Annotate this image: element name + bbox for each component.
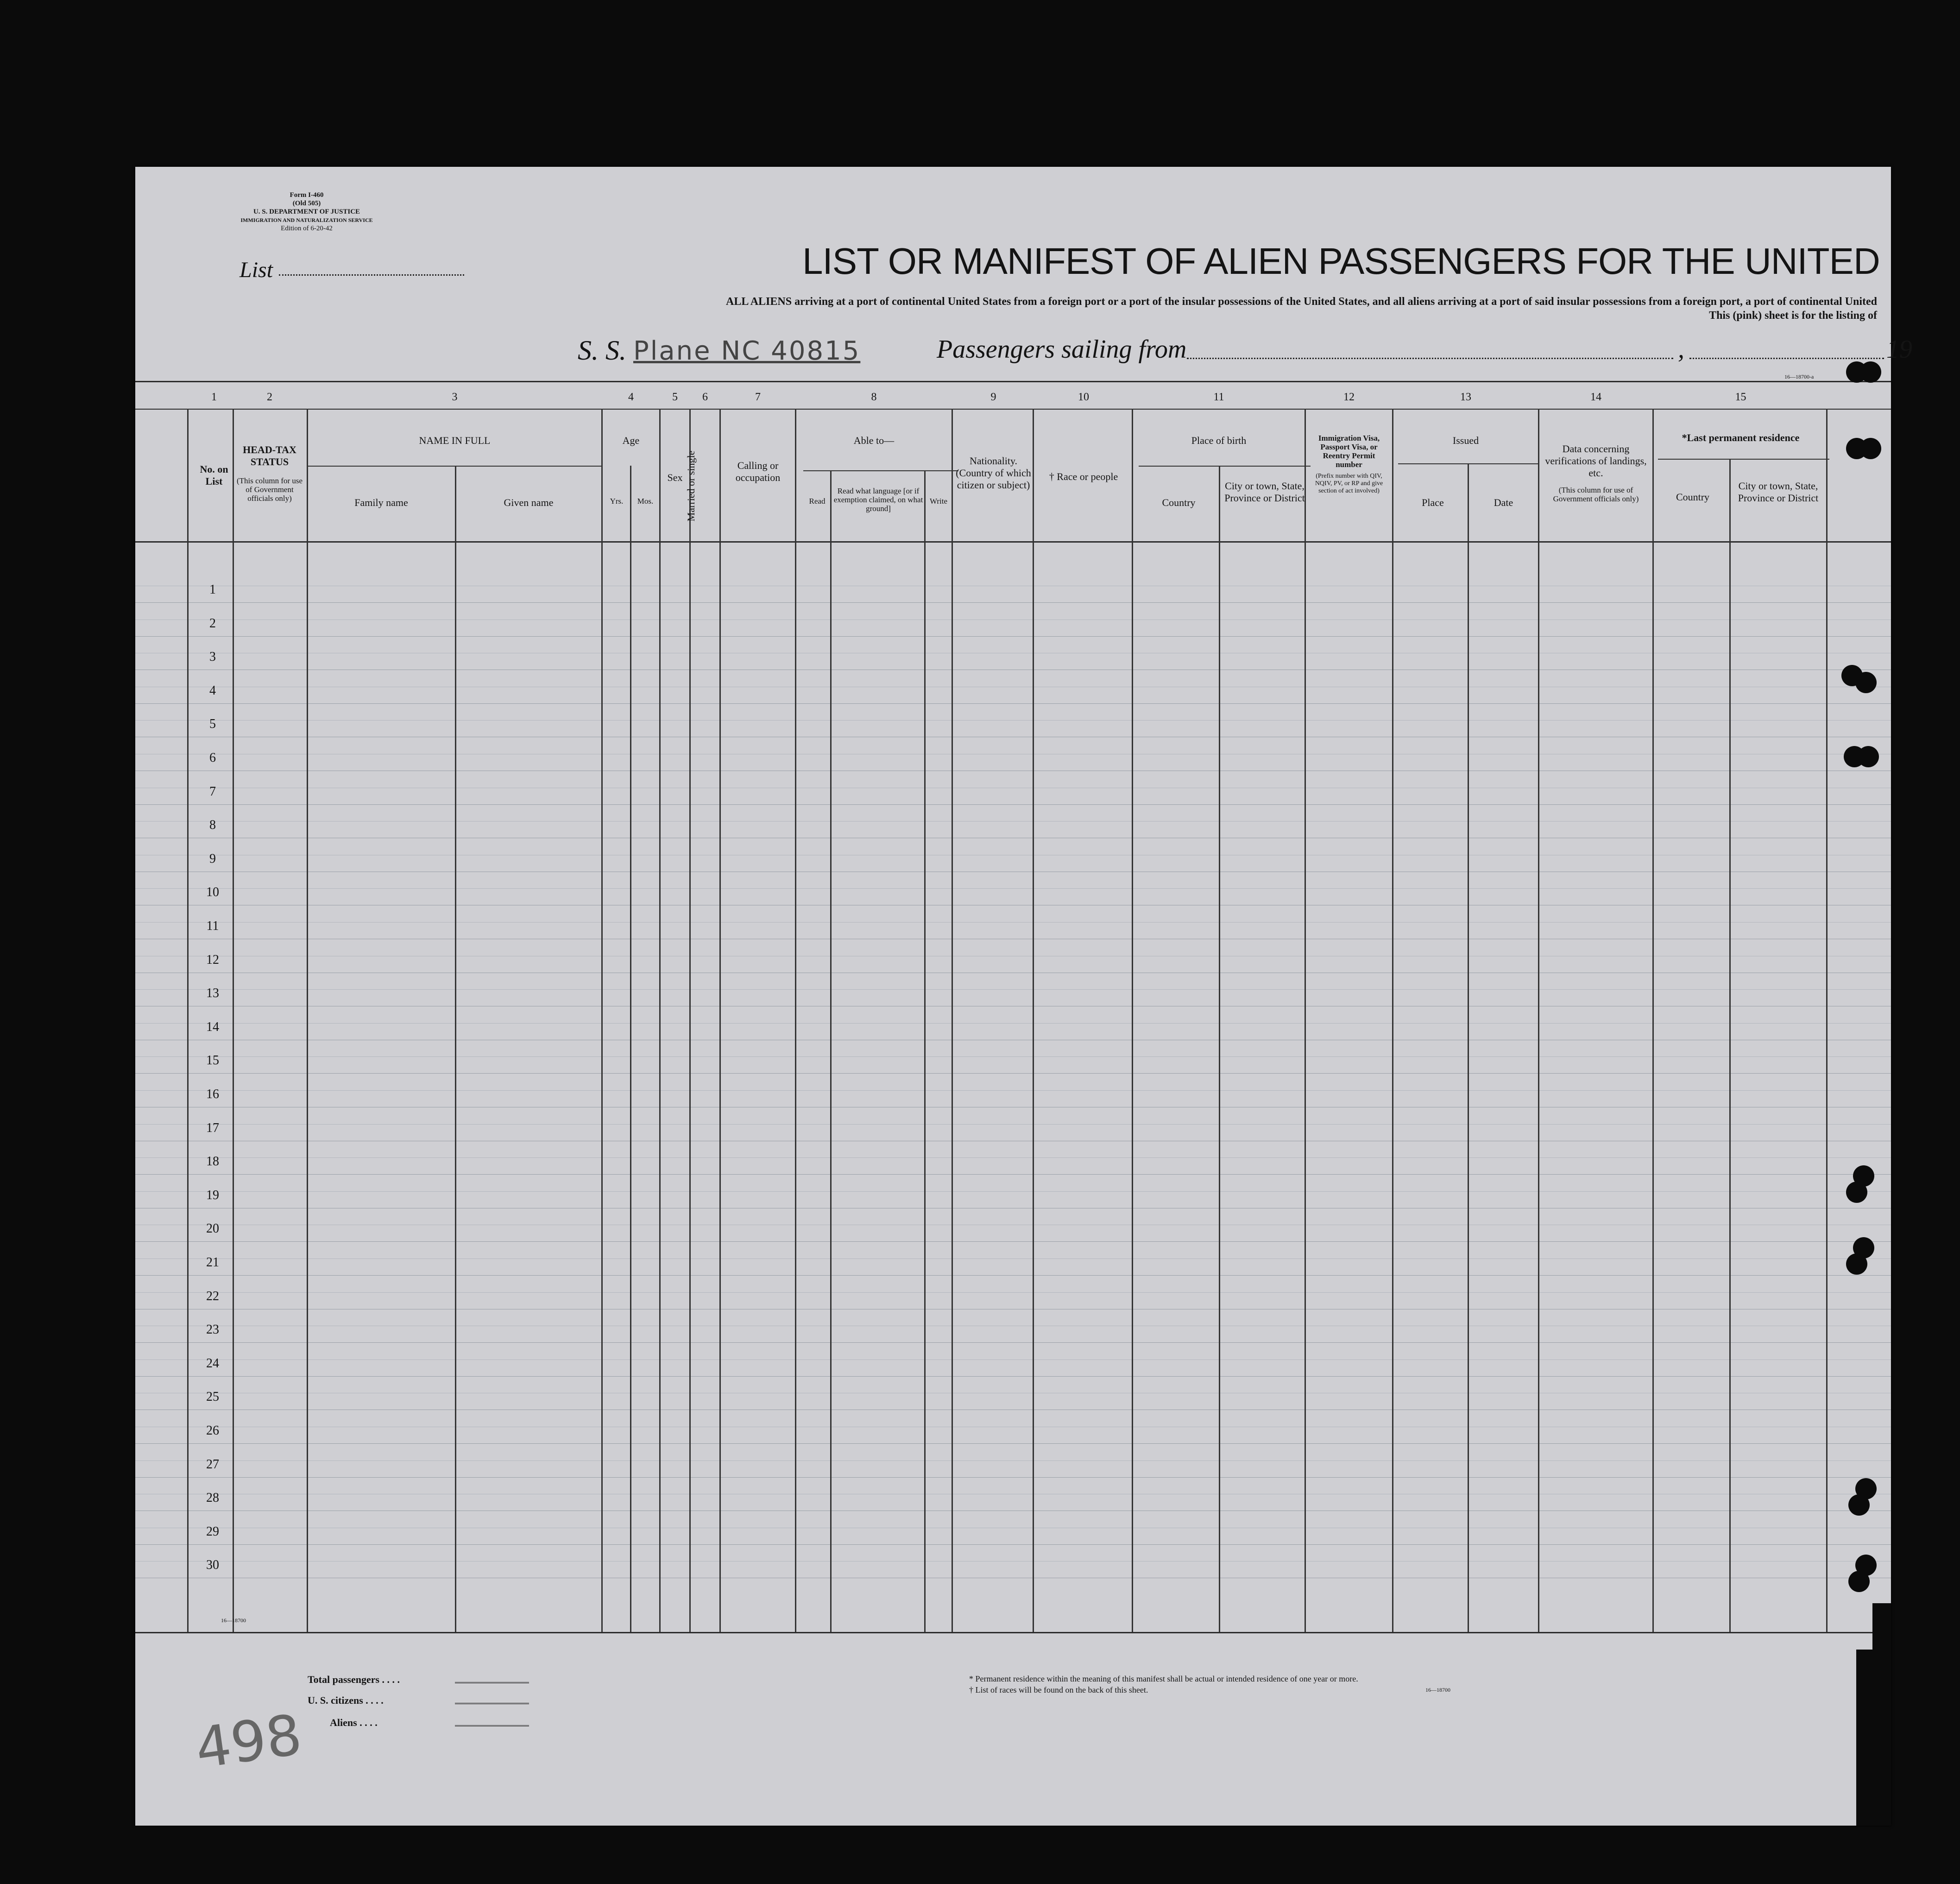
row-number: 19 [206, 1188, 219, 1202]
punch-hole [1846, 1182, 1867, 1203]
col-number-3: 3 [452, 391, 458, 403]
col-number-4: 4 [628, 391, 634, 403]
row-number: 26 [206, 1423, 219, 1438]
page-subtitle: ALL ALIENS arriving at a port of continental United States from a foreign port or a port of the insular possessions of the United States, and all aliens arriving at a port of said insular possessions from a foreign port, a port of continental United [726, 296, 1877, 308]
col-number-1: 1 [211, 391, 217, 403]
column-divider [1219, 466, 1220, 1632]
column-divider [1538, 409, 1539, 1632]
punch-hole [1858, 746, 1879, 767]
hdr-place-of-birth: Place of birth [1191, 435, 1247, 446]
column-number-border [135, 409, 1891, 410]
service-name: IMMIGRATION AND NATURALIZATION SERVICE [240, 217, 373, 223]
name-subheader-rule [308, 466, 601, 467]
hdr-birth-country: Country [1162, 497, 1196, 508]
punch-hole [1860, 361, 1881, 383]
punch-hole [1855, 672, 1877, 693]
footnote-residence: * Permanent residence within the meaning of this manifest shall be actual or intended residence of one year or more. [969, 1674, 1358, 1683]
row-number: 12 [206, 952, 219, 967]
column-divider [795, 409, 796, 1632]
hdr-data-concerning: Data concerning verifications of landings, etc. [1545, 443, 1647, 479]
sailing-date-field[interactable] [1689, 358, 1884, 359]
hdr-birth-city: City or town, State, Province or District [1224, 480, 1305, 504]
hdr-family-name: Family name [354, 497, 408, 508]
hdr-data-note: (This column for use of Government officials only) [1553, 486, 1639, 503]
row-rule [135, 1241, 1891, 1242]
col-number-2: 2 [267, 391, 272, 403]
row-rule [135, 1124, 1891, 1125]
column-divider [1392, 409, 1393, 1632]
print-code-footer: 16—18700 [1425, 1687, 1450, 1693]
hdr-visa: Immigration Visa, Passport Visa, or Reentry Permit number [1318, 434, 1380, 469]
hdr-last-residence: *Last permanent residence [1682, 432, 1800, 443]
page-title: LIST OR MANIFEST OF ALIEN PASSENGERS FOR THE UNITED [802, 240, 1880, 282]
column-divider [455, 466, 456, 1632]
row-number: 2 [209, 616, 216, 631]
col-number-13: 13 [1460, 391, 1471, 403]
hdr-given-name: Given name [504, 497, 554, 508]
row-rule [135, 821, 1891, 822]
row-number: 25 [206, 1390, 219, 1404]
col-number-14: 14 [1590, 391, 1601, 403]
row-number: 16 [206, 1087, 219, 1101]
hdr-issued-place: Place [1422, 497, 1444, 508]
row-rule [135, 888, 1891, 889]
sailing-from-field[interactable] [1187, 358, 1673, 359]
row-rule [135, 1157, 1891, 1158]
hdr-able-to: Able to— [853, 435, 895, 446]
column-divider [659, 409, 661, 1632]
hdr-read: Read [809, 497, 826, 506]
row-rule [135, 636, 1891, 637]
comma-separator: , [1678, 335, 1684, 364]
row-rule [135, 602, 1891, 603]
year-prefix: 19 [1886, 335, 1912, 364]
hdr-no-on-list: No. on List [200, 463, 228, 487]
vessel-line [578, 335, 860, 367]
print-code-top: 16—18700-a [1784, 373, 1814, 380]
row-number: 21 [206, 1255, 219, 1270]
hdr-visa-note: (Prefix number with QIV, NQIV, PV, or RP and give section of act involved) [1315, 473, 1383, 494]
row-number: 29 [206, 1524, 219, 1539]
row-rule [135, 703, 1891, 704]
row-rule [135, 720, 1891, 721]
total-passengers-label: Total passengers . . . . [308, 1674, 400, 1685]
column-divider [1132, 409, 1133, 1632]
department-name: U. S. DEPARTMENT OF JUSTICE [253, 208, 360, 215]
print-code-bottom: 16—18700 [221, 1617, 246, 1624]
row-number: 27 [206, 1457, 219, 1472]
row-number: 7 [209, 784, 216, 799]
hdr-write: Write [929, 497, 948, 506]
punch-hole [1848, 1571, 1870, 1592]
col-number-12: 12 [1343, 391, 1355, 403]
birth-subheader-rule [1139, 466, 1311, 467]
row-number: 3 [209, 650, 216, 664]
table-bottom-border [135, 1632, 1891, 1633]
row-number: 10 [206, 885, 219, 900]
row-number: 28 [206, 1491, 219, 1505]
row-rule [135, 1292, 1891, 1293]
row-rule [135, 1443, 1891, 1444]
row-rule [135, 804, 1891, 805]
col-number-10: 10 [1078, 391, 1089, 403]
form-number: Form I-460 [290, 191, 324, 199]
row-number: 20 [206, 1221, 219, 1236]
footnote-races: † List of races will be found on the back of this sheet. [969, 1685, 1148, 1694]
manifest-sheet [135, 167, 1912, 1826]
torn-edge-lower [1856, 1650, 1891, 1826]
col-number-5: 5 [672, 391, 678, 403]
row-number: 22 [206, 1289, 219, 1303]
row-rule [135, 1073, 1891, 1074]
list-number-field[interactable] [279, 274, 464, 276]
column-divider [601, 409, 603, 1632]
row-rule [135, 989, 1891, 990]
row-number: 14 [206, 1019, 219, 1034]
row-rule [135, 1477, 1891, 1478]
row-number: 23 [206, 1322, 219, 1337]
aliens-field[interactable] [455, 1725, 529, 1726]
column-divider [952, 409, 953, 1632]
hdr-nationality: Nationality. (Country of which citizen or subject) [956, 455, 1031, 491]
row-rule [135, 1544, 1891, 1545]
hdr-residence-country: Country [1676, 491, 1710, 503]
col-number-8: 8 [871, 391, 877, 403]
hdr-age-mos: Mos. [637, 497, 654, 506]
row-number: 30 [206, 1558, 219, 1573]
row-number: 15 [206, 1053, 219, 1068]
row-rule [135, 1023, 1891, 1024]
column-divider [1033, 409, 1034, 1632]
us-citizens-label: U. S. citizens . . . . [308, 1694, 384, 1706]
punch-hole [1846, 1253, 1867, 1275]
column-divider [1652, 409, 1654, 1632]
row-number: 11 [206, 919, 219, 933]
row-number: 18 [206, 1154, 219, 1169]
hdr-read-language: Read what language [or if exemption claimed, on what ground] [833, 487, 923, 513]
col-number-15: 15 [1735, 391, 1746, 403]
column-divider [1468, 463, 1469, 1632]
header-bottom-border [135, 541, 1891, 543]
row-rule [135, 1561, 1891, 1562]
row-rule [135, 1275, 1891, 1276]
column-divider [689, 409, 691, 1632]
hdr-race: † Race or people [1049, 471, 1118, 482]
vessel-name-handwritten[interactable]: Plane NC 40815 [633, 336, 861, 366]
punch-hole [1860, 438, 1881, 459]
row-rule [135, 1342, 1891, 1343]
column-divider [630, 466, 631, 1632]
column-divider [1305, 409, 1306, 1632]
col-number-11: 11 [1213, 391, 1224, 403]
pencil-page-number: 498 [191, 1702, 306, 1782]
row-rule [135, 1174, 1891, 1175]
row-rule [135, 1090, 1891, 1091]
row-number: 4 [209, 683, 216, 698]
row-rule [135, 1258, 1891, 1259]
col-number-9: 9 [990, 391, 996, 403]
row-number: 1 [209, 582, 216, 597]
hdr-issued: Issued [1452, 435, 1479, 446]
row-number: 6 [209, 751, 216, 765]
row-number: 8 [209, 818, 216, 833]
row-number: 13 [206, 986, 219, 1001]
form-identification [209, 191, 404, 233]
hdr-age: Age [622, 435, 640, 446]
column-divider [924, 470, 926, 1632]
row-rule [135, 1056, 1891, 1057]
aliens-label: Aliens . . . . [330, 1717, 378, 1728]
column-divider [307, 409, 308, 1632]
residence-subheader-rule [1658, 459, 1829, 460]
column-divider [1729, 459, 1731, 1632]
us-citizens-field[interactable] [455, 1703, 529, 1704]
column-divider [719, 409, 721, 1632]
punch-hole [1848, 1494, 1870, 1516]
ss-label: S. S. [578, 335, 626, 366]
table-top-border [135, 381, 1891, 382]
row-rule [135, 1460, 1891, 1461]
col-number-7: 7 [755, 391, 761, 403]
hdr-age-yrs: Yrs. [610, 497, 624, 506]
able-subheader-rule [803, 470, 958, 471]
hdr-sex: Sex [667, 472, 683, 483]
sailing-from-label: Passengers sailing from [937, 335, 1187, 364]
row-rule [135, 922, 1891, 923]
total-passengers-field[interactable] [455, 1682, 529, 1683]
column-divider [830, 470, 832, 1632]
hdr-issued-date: Date [1494, 497, 1513, 508]
list-label: List [239, 258, 273, 282]
hdr-residence-city: City or town, State, Province or District [1738, 480, 1819, 504]
row-number: 24 [206, 1356, 219, 1371]
hdr-calling: Calling or occupation [735, 460, 781, 483]
hdr-married-single: Married or single [685, 450, 697, 522]
hdr-name-in-full: NAME IN FULL [419, 435, 491, 446]
row-number: 5 [209, 717, 216, 732]
issued-subheader-rule [1398, 463, 1538, 464]
row-rule [135, 1359, 1891, 1360]
row-number: 17 [206, 1120, 219, 1135]
form-edition: Edition of 6-20-42 [281, 225, 333, 232]
row-number: 9 [209, 851, 216, 866]
row-rule [135, 1376, 1891, 1377]
hdr-head-tax: HEAD-TAX STATUS [243, 444, 296, 468]
form-old-number: (Old 505) [292, 200, 321, 207]
row-rule [135, 1191, 1891, 1192]
page-subtitle-continued: This (pink) sheet is for the listing of [1709, 310, 1877, 322]
hdr-head-tax-note: (This column for use of Government officials only) [236, 476, 303, 503]
column-divider [1826, 409, 1828, 1632]
col-number-6: 6 [702, 391, 708, 403]
